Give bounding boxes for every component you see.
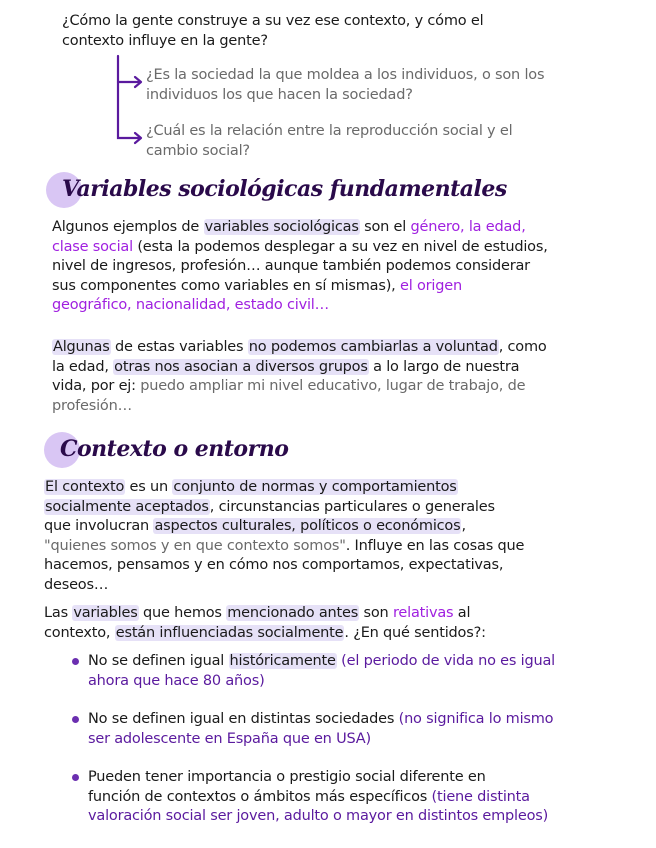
purple-text: (el periodo de vida no es igual — [336, 653, 555, 669]
highlight-text: aspectos culturales, políticos o económicos — [154, 518, 461, 534]
bullet-dot-icon — [72, 774, 79, 781]
purple-text: relativas — [392, 605, 454, 621]
purple-text: geográfico, nacionalidad, estado civil… — [52, 297, 329, 313]
text-span: que hemos — [138, 605, 227, 621]
text-span: es un — [125, 479, 173, 495]
highlight-text: Algunas — [53, 339, 110, 355]
question-1-line-2: individuos los que hacen la sociedad? — [146, 86, 413, 103]
text-span: Las — [44, 605, 73, 621]
text-span: No se definen igual — [88, 653, 229, 669]
text-span: , como — [498, 339, 547, 355]
text-span: son el — [359, 219, 411, 235]
section-1-paragraph-1 — [52, 218, 632, 316]
purple-text: el origen — [400, 277, 462, 294]
intro-line-2: contexto influye en la gente? — [62, 32, 268, 49]
text-span: sus componentes como variables en sí mismas), — [52, 277, 400, 294]
highlight-variables: variables sociológicas — [204, 219, 359, 235]
text-span: la edad, — [52, 358, 114, 375]
text-line: deseos… — [44, 576, 109, 593]
intro-line-1: ¿Cómo la gente construye a su vez ese contexto, y cómo el — [62, 13, 484, 29]
text-span: , — [461, 518, 466, 534]
highlight-text: otras nos asocian a diversos grupos — [114, 358, 368, 375]
highlight-text: están influenciadas socialmente — [115, 624, 344, 641]
branch-arrows-icon — [108, 54, 148, 154]
text-line: nivel de ingresos, profesión… aunque también podemos considerar — [52, 258, 530, 274]
section-1-heading — [46, 172, 586, 212]
question-1-line-1: ¿Es la sociedad la que moldea a los individuos, o son los — [146, 67, 545, 83]
text-span: No se definen igual en distintas sociedades — [88, 711, 399, 727]
gray-text: profesión… — [52, 397, 132, 414]
text-span: de estas variables — [110, 339, 248, 355]
highlight-text: conjunto de normas y comportamientos — [173, 479, 457, 495]
text-line: hacemos, pensamos y en cómo nos comportamos, expectativas, — [44, 557, 504, 573]
text-span: función de contextos o ámbitos más específicos — [88, 788, 432, 805]
section-1-title: Variables sociológicas fundamentales — [62, 176, 507, 202]
text-span: Algunos ejemplos de — [52, 219, 204, 235]
section-2-heading — [44, 432, 444, 472]
highlight-text: variables — [73, 605, 138, 621]
text-span: contexto, — [44, 624, 115, 641]
section-1-paragraph-2 — [52, 338, 632, 416]
gray-text: puedo ampliar mi nivel educativo, lugar de trabajo, de — [140, 378, 526, 394]
purple-text: ahora que hace 80 años) — [88, 672, 265, 689]
text-line: Pueden tener importancia o prestigio social diferente en — [88, 769, 486, 785]
section-2-title: Contexto o entorno — [60, 436, 289, 462]
intro-question — [62, 12, 622, 51]
text-span: al — [453, 605, 471, 621]
highlight-text: socialmente aceptados — [45, 498, 209, 515]
highlight-text: no podemos cambiarlas a voluntad — [248, 339, 498, 355]
purple-text: valoración social ser joven, adulto o mayor en distintos empleos) — [88, 808, 549, 824]
bullet-dot-icon — [72, 716, 79, 723]
highlight-text: mencionado antes — [227, 605, 359, 621]
purple-text: (tiene distinta — [431, 788, 530, 805]
gray-text: "quienes somos y en que contexto somos" — [44, 537, 346, 554]
question-2 — [146, 122, 616, 161]
text-span: vida, por ej: — [52, 378, 141, 394]
question-2-line-2: cambio social? — [146, 142, 250, 159]
purple-text: clase social — [52, 238, 133, 255]
section-2-paragraph-1 — [44, 478, 634, 595]
purple-text: ser adolescente en España que en USA) — [88, 730, 371, 747]
text-span: son — [359, 605, 393, 621]
highlight-text: históricamente — [229, 653, 336, 669]
text-span: que involucran — [44, 518, 154, 534]
purple-text: género, la edad, — [410, 219, 526, 235]
text-span: a lo largo de nuestra — [368, 358, 520, 375]
text-span: (esta la podemos desplegar a su vez en nivel de estudios, — [132, 238, 548, 255]
text-span: , circunstancias particulares o generales — [209, 498, 495, 515]
question-2-line-1: ¿Cuál es la relación entre la reproducción social y el — [146, 123, 513, 139]
bullet-dot-icon — [72, 658, 79, 665]
text-span: . Influye en las cosas que — [345, 537, 525, 554]
highlight-text: El contexto — [45, 479, 125, 495]
text-span: . ¿En qué sentidos?: — [344, 624, 486, 641]
section-2-paragraph-2 — [44, 604, 634, 643]
question-1 — [146, 66, 616, 105]
purple-text: (no significa lo mismo — [398, 711, 554, 727]
